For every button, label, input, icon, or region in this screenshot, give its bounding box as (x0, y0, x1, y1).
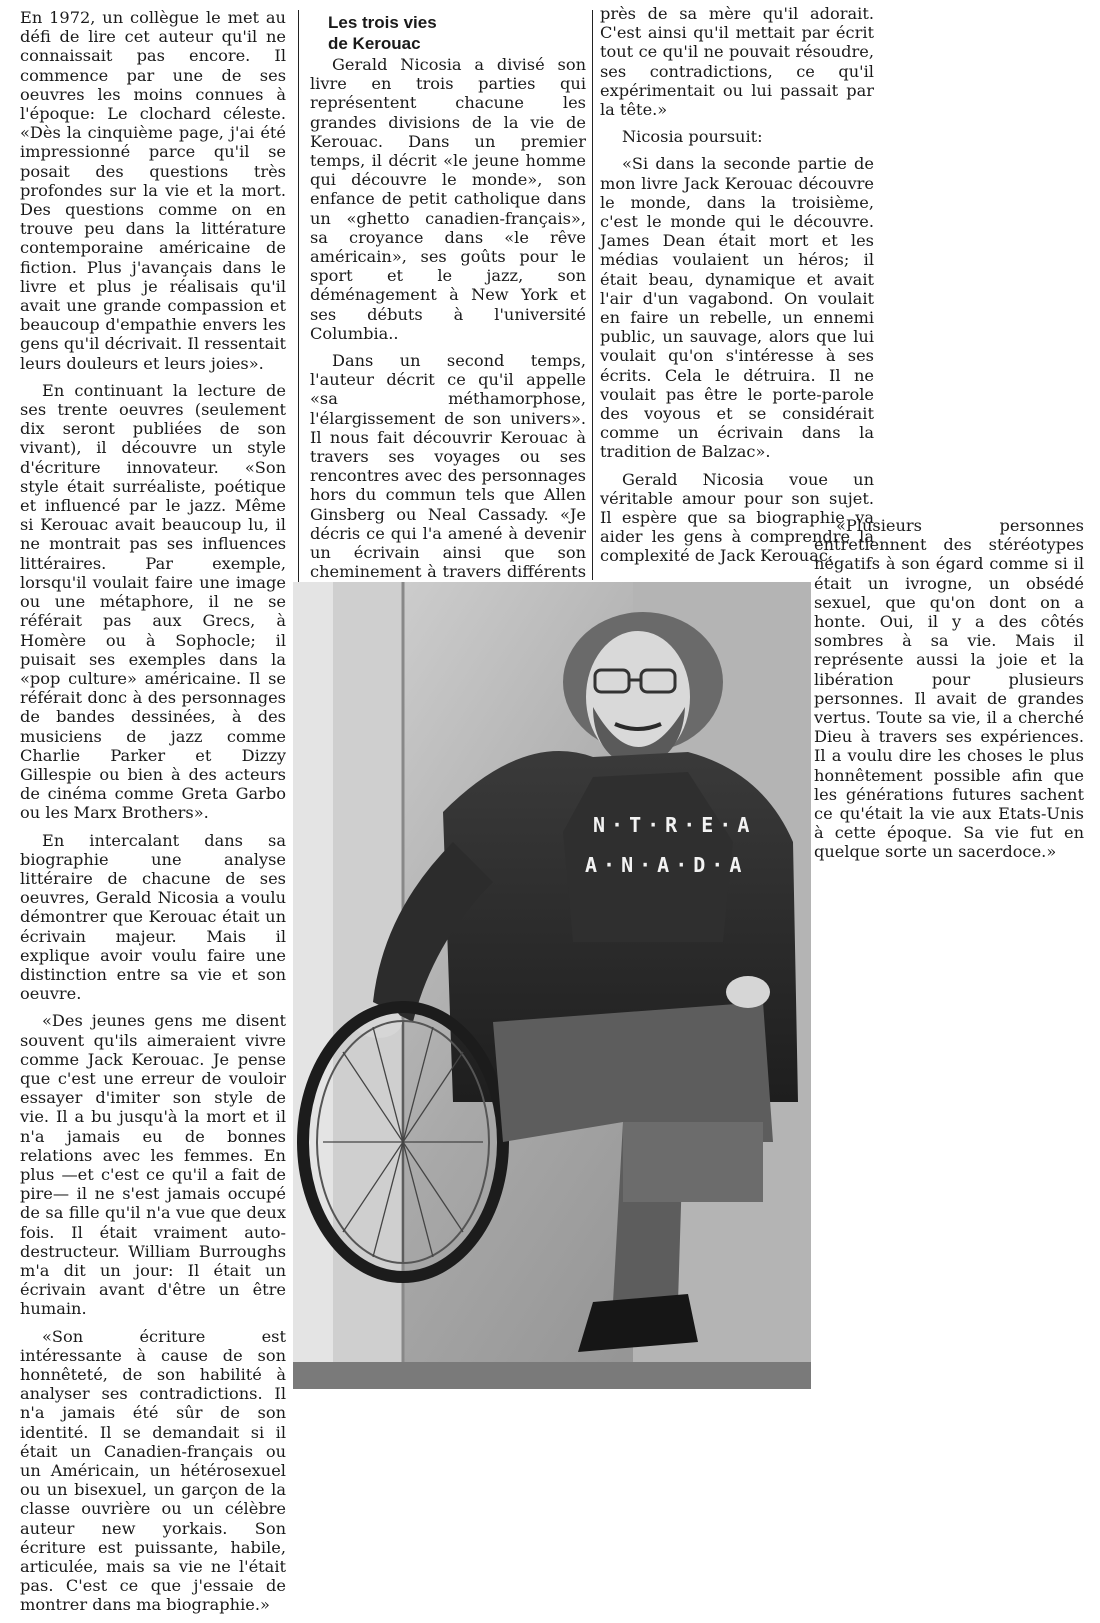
author-photo (293, 582, 811, 1389)
article-column-1 (20, 8, 286, 1623)
section-heading (328, 12, 528, 54)
paragraph: «Si dans la seconde partie de mon livre Jack Kerouac découvre le monde, dans la troisième, c'est le monde qui le découvre. James Dean était mort et les médias voulaient un héros; il était beau, dynamique et avait l'air d'un vagabond. On voulait en faire un rebelle, un ennemi public, un sauvage, alors que lui voulait qu'on s'intéresse à ses écrits. Cela le détruira. Il ne voulait pas être le porte-parole des voyous et se considérait comme un écrivain dans la tradition de Balzac». (600, 154, 874, 462)
column-divider (592, 10, 593, 580)
shirt-text-line-1: N·T·R·E·A (593, 813, 756, 837)
paragraph: «Plusieurs personnes entretiennent des stéréotypes négatifs à son égard comme si il était un ivrogne, un obsédé sexuel, que qu'on dont on a honte. Oui, il y a des côtés sombres à sa vie. Mais il représente aussi la joie et la libération pour plusieurs personnes. Il avait de grandes vertus. Toute sa vie, il a cherché Dieu à travers ses expériences. Il a voulu dire les choses le plus honnêtement possible afin que les générations futures sachent ce qu'était la vie aux Etats-Unis à cette époque. Sa vie fut en quelque sorte un sacerdoce.» (814, 516, 1084, 862)
article-column-4 (814, 516, 1084, 870)
shirt-text-line-2: A·N·A·D·A (585, 853, 748, 877)
paragraph: «Son écriture est intéressante à cause de son honnêteté, de son habilité à analyser ses contradictions. Il n'a jamais été sûr de son identité. Il se demandait si il était un Canadien-français ou un Américain, un hétérosexuel ou un bisexuel, un garçon de la classe ouvrière ou un célèbre auteur new yorkais. Son écriture est puissante, habile, articulée, mais sa vie ne l'était pas. C'est ce que j'essaie de montrer dans ma biographie.» (20, 1326, 286, 1615)
paragraph: «Des jeunes gens me disent souvent qu'ils aimeraient vivre comme Jack Kerouac. Je pense que c'est une erreur de vouloir essayer d'imiter son style de vie. Il a bu jusqu'à la mort et il n'a jamais eu de bonnes relations avec les femmes. En plus —et c'est ce qu'il a fait de pire— il ne s'est jamais occupé de sa fille qu'il n'a vue que deux fois. Il était vraiment auto-destructeur. William Burroughs m'a dit un jour: Il était un écrivain avant d'être un être humain. (20, 1011, 286, 1319)
paragraph: Gerald Nicosia a divisé son livre en trois parties qui représentent chacune les grandes divisions de la vie de Kerouac. Dans un premier temps, il décrit «le jeune homme qui découvre le monde», son enfance de petit catholique dans un «ghetto canadien-français», sa croyance dans «le rêve américain», ses goûts pour le sport et le jazz, son déménagement à New York et ses débuts à l'université Columbia.. (310, 55, 586, 343)
paragraph: En continuant la lecture de ses trente oeuvres (seulement dix seront publiées de son vivant), il découvre un style d'écriture innovateur. «Son style était surréaliste, poétique et influencé par le jazz. Même si Kerouac avait beaucoup lu, il ne montrait pas ses influences littéraires. Par exemple, lorsqu'il voulait faire une image ou une métaphore, il ne se référait pas aux Grecs, à Homère ou à Sophocle; il puisait ses exemples dans la «pop culture» américaine. Il se référait donc à des personnages de bandes dessinées, à des musiciens de jazz comme Charlie Parker et Dizzy Gillespie ou bien à des acteurs de cinéma comme Greta Garbo ou les Marx Brothers». (20, 380, 286, 823)
article-column-3 (600, 4, 874, 574)
paragraph: Dans un second temps, l'auteur décrit ce qu'il appelle «sa méthamorphose, l'élargissement de son univers». Il nous fait découvrir Kerouac à travers ses voyages ou ses rencontres avec des personnages hors du commun tels que Allen Ginsberg ou Neal Cassady. «Je décris ce qui l'a amené à devenir un écrivain ainsi que son cheminement à travers différents (310, 351, 586, 582)
paragraph: Nicosia poursuit: (622, 127, 763, 147)
paragraph: En intercalant dans sa biographie une analyse littéraire de chacune de ses oeuvres, Gerald Nicosia a voulu démontrer que Kerouac était un écrivain majeur. Mais il explique avoir voulu faire une distinction entre sa vie et son oeuvre. (20, 830, 286, 1004)
heading-line-2: de Kerouac (328, 34, 421, 53)
paragraph: près de sa mère qu'il adorait. C'est ainsi qu'il mettait par écrit tout ce qu'il ne pouvait résoudre, ses contradictions, ce qu'il expérimentait ou lui passait par la tête.» (600, 4, 874, 120)
heading-line-1: Les trois vies (328, 13, 437, 32)
paragraph: En 1972, un collègue le met au défi de lire cet auteur qu'il ne connaissait pas encore. Il commence par une de ses oeuvres les moins connues à l'époque: Le clochard céleste. «Dès la cinquième page, j'ai été impressionné parce qu'il se posait des questions très profondes sur la vie et la mort. Des questions comme on en trouve peu dans la littérature contemporaine américaine de fiction. Plus j'avançais dans le livre et plus je réalisais qu'il avait une grande compassion et beaucoup d'empathie envers les gens qu'il décrivait. Il ressentait leurs douleurs et leurs joies». (20, 8, 286, 373)
paragraph: Gerald Nicosia voue un véritable amour pour son sujet. Il espère que sa biographie va aider les gens à comprendre la complexité de Jack Kerouac. (600, 469, 874, 566)
